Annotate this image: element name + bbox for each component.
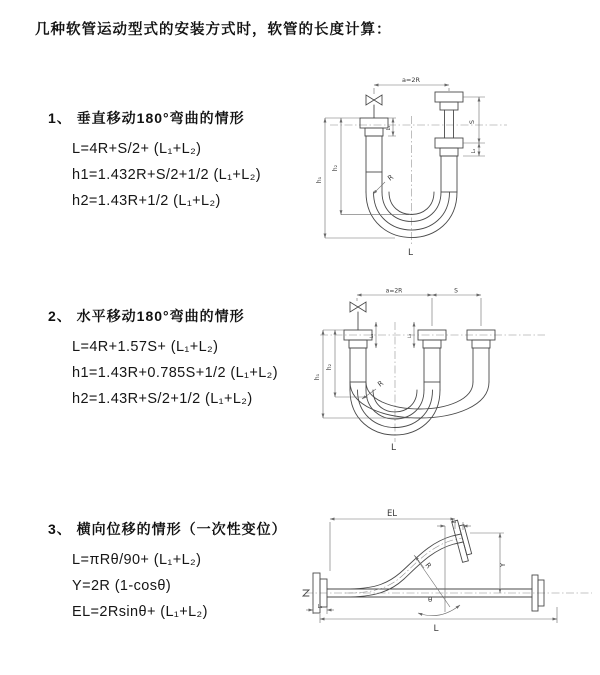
diagram-horizontal-180-bend [310, 282, 600, 462]
radius-label: R [386, 173, 396, 183]
section-1 [48, 108, 338, 214]
dim-label-a2r: a=2R [385, 287, 403, 295]
middle-hose-fitting [418, 330, 446, 348]
length-label: L [391, 443, 397, 453]
page-title: 几种软管运动型式的安装方式时，软管的长度计算： [35, 22, 392, 38]
formula-length: L=4R+1.57S+ (L₁+L₂) [72, 339, 219, 355]
valve-icon [350, 302, 366, 312]
angle-theta [418, 596, 460, 616]
dimension-s [463, 97, 485, 156]
formula-h1: h1=1.432R+S/2+1/2 (L₁+L₂) [72, 167, 262, 183]
section-3-formulas [72, 547, 338, 625]
left-hose-fitting [344, 330, 372, 348]
right-pipe [445, 110, 454, 138]
left-hose-fitting [360, 118, 388, 136]
left-braid-section [366, 136, 382, 172]
formula-length: L=πRθ/90+ (L₁+L₂) [72, 552, 202, 568]
left-tube [366, 172, 382, 192]
dim-label-l1: L₁ [370, 333, 375, 339]
dim-label-el: EL [386, 509, 398, 519]
u-bend-hose-moved [350, 382, 489, 418]
dimension-h2 [332, 118, 409, 215]
dim-label-h1: h₁ [316, 176, 323, 184]
dimension-l2 [437, 519, 471, 530]
dimension-y [470, 533, 507, 593]
dimension-l2 [407, 322, 414, 348]
dimension-l1 [386, 118, 396, 136]
section-2-heading: 2、 水平移动180°弯曲的情形 [48, 308, 245, 324]
dim-label-l2: L₂ [408, 333, 413, 339]
radius-label: R [376, 379, 386, 389]
right-braid-section [441, 156, 457, 192]
formula-h2: h2=1.43R+1/2 (L₁+L₂) [72, 193, 221, 209]
dim-label-y: Y [499, 562, 507, 568]
dim-label-h2: h₂ [326, 363, 333, 371]
dim-label-l1: L₁ [386, 125, 392, 131]
section-1-heading: 1、 垂直移动180°弯曲的情形 [48, 110, 245, 126]
dim-label-s: S [454, 287, 458, 295]
formula-h1: h1=1.43R+0.785S+1/2 (L₁+L₂) [72, 365, 278, 381]
diagram-lateral-displacement [300, 505, 600, 650]
moved-hose-fitting [467, 330, 495, 348]
left-braid-section [350, 348, 366, 382]
diagram-vertical-180-bend [315, 68, 600, 258]
dimension-l [320, 607, 557, 634]
valve-icon [366, 95, 382, 105]
dimension-el [330, 509, 455, 571]
section-1-formulas [72, 136, 338, 214]
right-hose-fitting-upper [435, 92, 463, 110]
radius-leader [415, 556, 433, 570]
theta-label: θ [428, 596, 433, 604]
left-tube [350, 382, 366, 390]
dimension-s [357, 288, 481, 327]
dim-label-h1: h₁ [314, 373, 321, 381]
dim-label-l2: L₂ [471, 148, 477, 154]
dim-label-l2: L₂ [451, 519, 457, 525]
dim-label-l: L [433, 624, 439, 634]
section-2-formulas [72, 334, 338, 412]
right-hose-fitting-lower [435, 138, 463, 156]
dimension-h1 [314, 330, 410, 418]
section-3-heading: 3、 横向位移的情形（一次性变位） [48, 521, 287, 537]
formula-y: Y=2R (1-cosθ) [72, 578, 172, 594]
dim-label-a2r: a=2R [401, 76, 421, 84]
middle-braid-section [424, 348, 440, 382]
section-2 [48, 306, 338, 412]
formula-h2: h2=1.43R+S/2+1/2 (L₁+L₂) [72, 391, 253, 407]
radius-label: R [423, 561, 433, 571]
length-label: L [408, 248, 414, 258]
formula-length: L=4R+S/2+ (L₁+L₂) [72, 141, 202, 157]
dim-label-h2: h₂ [332, 164, 339, 172]
middle-tube [424, 382, 440, 390]
dim-label-l1: L₁ [317, 604, 323, 610]
moved-tube [473, 348, 489, 382]
dim-label-s: S [468, 119, 476, 125]
section-3 [48, 519, 338, 625]
dimension-a2r [374, 76, 449, 94]
formula-el: EL=2Rsinθ+ (L₁+L₂) [72, 604, 208, 620]
radius-leader [373, 173, 395, 194]
dimension-l1 [369, 322, 376, 348]
dimension-a2r [357, 288, 432, 296]
